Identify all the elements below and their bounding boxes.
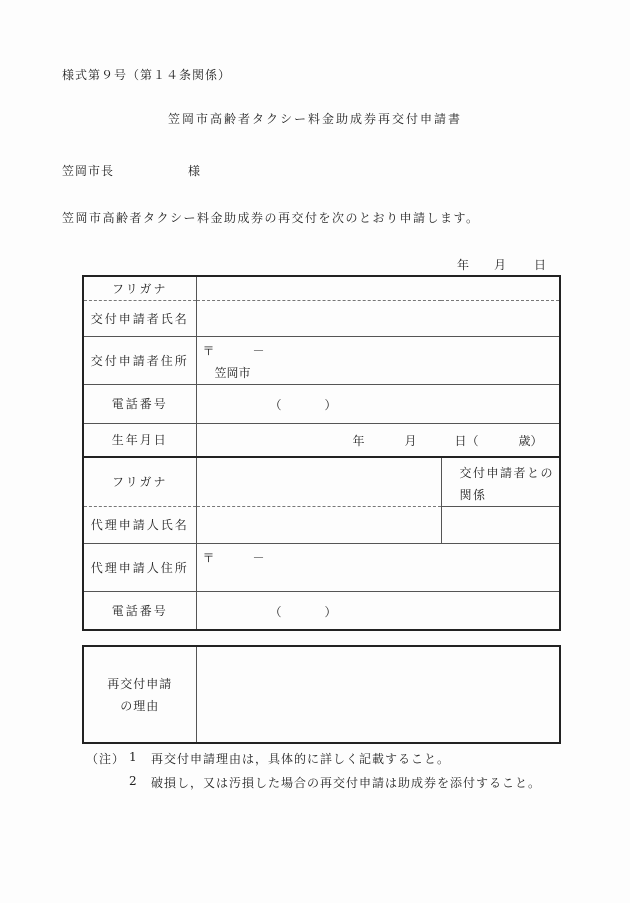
- relation-label-line2: 関係: [459, 487, 487, 502]
- birth-day-label: 日（: [454, 433, 479, 448]
- phone-open-paren: （: [269, 397, 282, 412]
- note-1-number: 1: [129, 750, 138, 764]
- applicant-address-label: 交付申請者住所: [83, 336, 196, 384]
- applicant-phone-label: 電話番号: [83, 384, 196, 423]
- date-year-label: 年: [457, 258, 470, 272]
- reason-table: [82, 645, 561, 744]
- proxy-furigana-label: フリガナ: [83, 457, 196, 507]
- reason-label: [83, 646, 196, 743]
- reason-label-line1: 再交付申請: [107, 676, 173, 691]
- applicant-name-label: 交付申請者氏名: [83, 300, 196, 336]
- application-statement: 笠岡市高齢者タクシー料金助成券の再交付を次のとおり申請します。: [62, 211, 480, 225]
- notes-prefix: （注）: [86, 752, 126, 766]
- note-1-text: 再交付申請理由は，具体的に詳しく記載すること。: [151, 752, 451, 766]
- reason-label-line2: の理由: [120, 698, 160, 713]
- applicant-address-field[interactable]: [196, 336, 560, 384]
- form-number: 様式第９号（第１４条関係）: [62, 68, 232, 82]
- relation-label: [441, 457, 560, 507]
- applicant-furigana-field[interactable]: [196, 276, 560, 300]
- applicant-name-field[interactable]: [196, 300, 560, 336]
- reason-field[interactable]: [196, 646, 560, 743]
- birthdate-field[interactable]: [196, 423, 560, 457]
- applicant-table: [82, 275, 561, 631]
- proxy-name-label: 代理申請人氏名: [83, 506, 196, 543]
- honorific: 様: [188, 164, 201, 178]
- proxy-address-field[interactable]: [196, 543, 560, 591]
- phone-close-paren: ）: [324, 604, 337, 619]
- postal-mark: 〒: [202, 550, 215, 565]
- note-2-number: 2: [129, 774, 138, 788]
- postal-dash: －: [252, 343, 265, 358]
- proxy-address-label: 代理申請人住所: [83, 543, 196, 591]
- address-prefill: 笠岡市: [214, 365, 251, 380]
- note-2-text: 破損し，又は汚損した場合の再交付申請は助成券を添付すること。: [151, 776, 542, 790]
- birth-age-label: 歳）: [518, 433, 543, 448]
- proxy-phone-label: 電話番号: [83, 591, 196, 630]
- applicant-furigana-label: フリガナ: [83, 276, 196, 300]
- postal-mark: 〒: [202, 343, 215, 358]
- birth-year-label: 年: [352, 433, 365, 448]
- date-day-label: 日: [534, 258, 547, 272]
- relation-label-line1: 交付申請者との: [459, 465, 555, 480]
- date-month-label: 月: [494, 258, 507, 272]
- birthdate-label: 生年月日: [83, 423, 196, 457]
- phone-open-paren: （: [269, 604, 282, 619]
- phone-close-paren: ）: [324, 397, 337, 412]
- proxy-name-field[interactable]: [196, 506, 441, 543]
- document-title: 笠岡市高齢者タクシー料金助成券再交付申請書: [167, 112, 462, 126]
- addressee: 笠岡市長: [62, 164, 115, 178]
- birth-month-label: 月: [404, 433, 417, 448]
- proxy-furigana-field[interactable]: [196, 457, 441, 507]
- proxy-phone-field[interactable]: [196, 591, 560, 630]
- relation-field[interactable]: [441, 506, 560, 543]
- postal-dash: －: [252, 550, 265, 565]
- applicant-phone-field[interactable]: [196, 384, 560, 423]
